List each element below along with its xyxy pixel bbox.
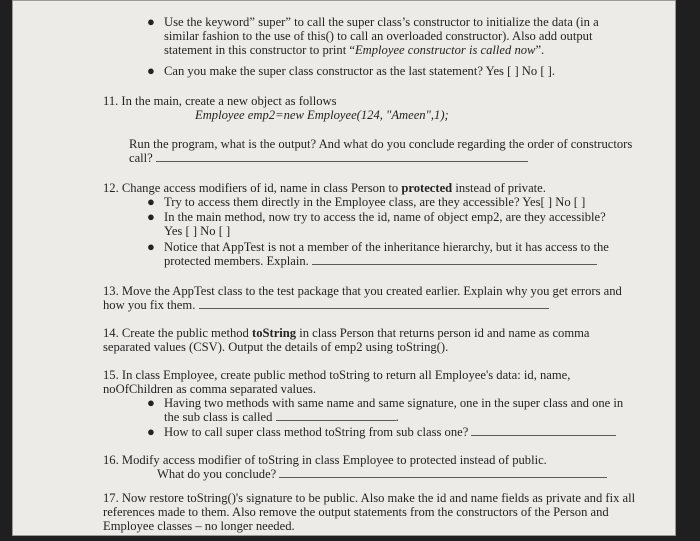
question-13: 13. Move the AppTest class to the test package that you created earlier. Explain why you get errors and how you fix them. [103, 284, 622, 313]
answer-line[interactable] [199, 298, 549, 309]
question-12-title: 12. Change access modifiers of id, name in class Person to protected instead of private. [103, 181, 546, 195]
bullet-icon: ● [147, 209, 155, 224]
question-14: 14. Create the public method toString in class Person that returns person id and name as comma separated values (CSV). Output the details of emp2 using toString(). [103, 326, 590, 355]
bullet-icon: ● [147, 395, 155, 410]
question-11-question: Run the program, what is the output? And what do you conclude regarding the order of constructors call? [129, 137, 633, 166]
question-16: 16. Modify access modifier of toString in class Employee to protected instead of public. [103, 453, 547, 467]
question-15-bullet-2: How to call super class method toString from sub class one? [164, 425, 639, 439]
answer-line[interactable] [471, 425, 616, 436]
question-12-bullet-3: Notice that AppTest is not a member of the inheritance hierarchy, but it has access to the protected members. Explain. [164, 240, 609, 269]
question-17: 17. Now restore toString()'s signature to be public. Also make the id and name fields as private and fix all references made to them. Also remove the output statements from the constructors of the Person and Employee classes – no longer needed. [103, 491, 636, 534]
question-11-code: Employee emp2=new Employee(124, "Ameen",1); [195, 108, 449, 122]
question-11-title: 11. In the main, create a new object as follows [103, 94, 337, 108]
bullet-icon: ● [147, 14, 155, 29]
bullet-icon: ● [147, 424, 155, 439]
answer-line[interactable] [312, 254, 597, 265]
answer-line[interactable] [156, 151, 528, 162]
document-page [12, 0, 676, 536]
question-15-bullet-1: Having two methods with same name and same signature, one in the super class and one in the sub class is called . [164, 396, 624, 425]
answer-line[interactable] [279, 467, 607, 478]
super-keyword-bullet: Use the keyword” super” to call the super class’s constructor to initialize the data (in a similar fashion to the use of this() to call an overloaded constructor). Also add output statement in this constructor to print “Employee constructor is called now”. [164, 15, 599, 58]
bullet-icon: ● [147, 63, 155, 78]
question-15: 15. In class Employee, create public method toString to return all Employee's data: id, name, noOfChildren as comma separated values. [103, 368, 571, 397]
bullet-icon: ● [147, 239, 155, 254]
question-16-conclude: What do you conclude? [157, 467, 637, 481]
bullet-icon: ● [147, 194, 155, 209]
super-last-statement-bullet: Can you make the super class constructor as the last statement? Yes [ ] No [ ]. [164, 64, 556, 78]
question-12-bullet-1: Try to access them directly in the Employee class, are they accessible? Yes[ ] No [ ] [164, 195, 586, 209]
answer-line[interactable] [276, 410, 396, 421]
question-12-bullet-2: In the main method, now try to access the id, name of object emp2, are they accessible? Yes [ ] No [ ] [164, 210, 606, 239]
